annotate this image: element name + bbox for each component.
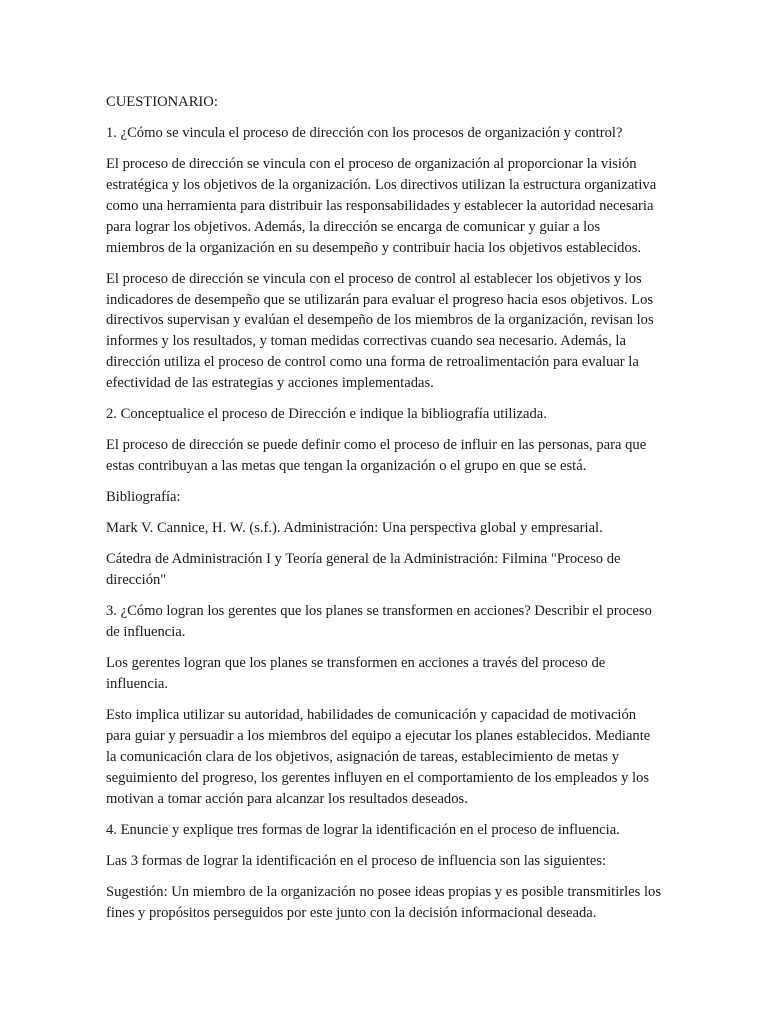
question-1: 1. ¿Cómo se vincula el proceso de dirección con los procesos de organización y control?	[106, 125, 623, 142]
question-2: 2. Conceptualice el proceso de Dirección e indique la bibliografía utilizada.	[106, 405, 547, 422]
bibliography-heading: Bibliografía:	[106, 489, 181, 506]
question-3: 3. ¿Cómo logran los gerentes que los planes se transformen en acciones? Describir el proceso de influencia.	[106, 603, 652, 641]
answer-3-intro: Los gerentes logran que los planes se transformen en acciones a través del proceso de influencia.	[106, 655, 606, 693]
answer-3-detail: Esto implica utilizar su autoridad, habilidades de comunicación y capacidad de motivación para guiar y persuadir a los miembros del equipo a ejecutar los planes establecidos. Mediante la comunicación clara de los objetivos, asignación de tareas, establecimiento de metas y seguimiento del progreso, los gerentes influyen en el comportamiento de los empleados y los motivan a tomar acción para alcanzar los resultados deseados.	[106, 707, 651, 807]
bibliography-entry: Mark V. Cannice, H. W. (s.f.). Administración: Una perspectiva global y empresarial.	[106, 520, 603, 537]
answer-1-control: El proceso de dirección se vincula con el proceso de control al establecer los objetivos y los indicadores de desempeño que se utilizarán para evaluar el progreso hacia esos objetivos. Los directivos supervisan y evalúan el desempeño de los miembros de la organización, revisan los informes y los resultados, y toman medidas correctivas cuando sea necesario. Además, la dirección utiliza el proceso de control como una forma de retroalimentación para evaluar la efectividad de las estrategias y acciones implementadas.	[106, 270, 654, 391]
answer-4-suggestion: Sugestión: Un miembro de la organización no posee ideas propias y es posible transmitirles los fines y propósitos perseguidos por este junto con la decisión informacional deseada.	[106, 884, 661, 921]
answer-2-definition: El proceso de dirección se puede definir como el proceso de influir en las personas, para que estas contribuyan a las metas que tengan la organización o el grupo en que se está.	[106, 437, 647, 474]
bibliography-entry: Cátedra de Administración I y Teoría general de la Administración: Filmina "Proceso de dirección"	[106, 551, 621, 589]
document-page	[106, 92, 662, 934]
document-heading: CUESTIONARIO:	[106, 94, 218, 110]
question-4: 4. Enuncie y explique tres formas de lograr la identificación en el proceso de influencia.	[106, 821, 620, 838]
answer-4-intro: Las 3 formas de lograr la identificación en el proceso de influencia son las siguientes:	[106, 852, 607, 869]
answer-1-organization: El proceso de dirección se vincula con el proceso de organización al proporcionar la visión estratégica y los objetivos de la organización. Los directivos utilizan la estructura organizativa como una herramienta para distribuir las responsabilidades y establecer la autoridad necesaria para lograr los objetivos. Además, la dirección se encarga de comunicar y guiar a los miembros de la organización en su desempeño y contribuir hacia los objetivos establecidos.	[106, 156, 657, 256]
